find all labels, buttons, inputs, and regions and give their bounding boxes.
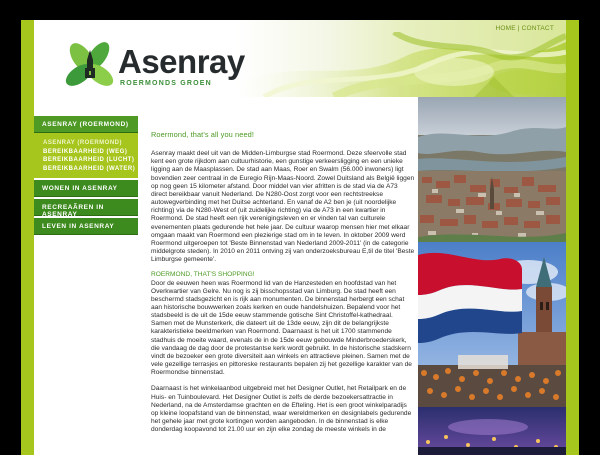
nav-subitem-asenray[interactable]: ASENRAY (ROERMOND): [43, 140, 123, 146]
main-content: [151, 131, 415, 434]
nav-subitem-bereikbaarheid-lucht[interactable]: BEREIKBAARHEID (LUCHT): [43, 157, 135, 163]
dutch-flag-cathedral-photo: [418, 242, 566, 407]
top-links: [495, 25, 554, 32]
section-heading: ROERMOND, THAT'S SHOPPING!: [151, 271, 255, 279]
brand-name: Asenray: [118, 43, 245, 80]
nav-item-leven[interactable]: LEVEN IN ASENRAY: [34, 218, 138, 235]
nav-subitem-bereikbaarheid-weg[interactable]: BEREIKBAARHEID (WEG): [43, 148, 128, 155]
night-city-photo: [418, 407, 566, 455]
history-paragraph: Door de eeuwen heen was Roermond lid van de Hanzesteden en hoofdstad van het Overkwartier van Gelre. Nu nog is zij bisschopsstad van Limburg. De stad heeft een beschermd stadsgezicht en is rijk aan monumenten. De binnenstad herbergt een schat aan historische bouwwerken zoals kerken en oude handelshuizen. Bepalend voor het stadsbeeld is de uit de 15de eeuw stammende gotische Sint Christoffel-kathedraal. Samen met de Munsterkerk, die dateert uit de 13de eeuw, zijn dit de belangrijkste karakteristieke beeldmerken van Roermond. Daarnaast is het uit 1700 stammende stadhuis de moeite waard, evenals de in de 15de eeuw gebouwde Minderbroederskerk, die vandaag de dag door de protestantse kerk wordt gebruikt. In de historische stadskern vindt de bezoeker een grote diversiteit aan winkels en attractieve pleinen. Samen met de vele gezellige terrasjes en pittoreske restaurants bepalen zij het gezellige karakter van de Roermondse binnenstad.: [151, 279, 412, 377]
left-navigation: [34, 116, 138, 235]
page: [34, 20, 566, 455]
nav-subitem-bereikbaarheid-water[interactable]: BEREIKBAARHEID (WATER): [43, 165, 136, 172]
nav-item-recreeren[interactable]: RECREAÃREN IN ASENRAY: [34, 199, 138, 216]
nav-item-wonen[interactable]: WONEN IN ASENRAY: [34, 180, 138, 197]
photo-collage: [418, 97, 566, 455]
home-link[interactable]: HOME: [495, 25, 516, 32]
page-title: Roermond, that's all you need!: [151, 130, 255, 139]
asenray-logo-icon[interactable]: [64, 38, 116, 93]
top-links-separator: |: [515, 25, 522, 32]
photo-column: [418, 97, 566, 455]
header: [34, 20, 566, 97]
brand-subtitle: ROERMONDS GROEN: [120, 80, 212, 87]
header-artwork: [224, 32, 566, 97]
nav-submenu: [34, 133, 138, 178]
shopping-paragraph: Daarnaast is het winkelaanbod uitgebreid met het Designer Outlet, het Retailpark en de Huis- en Tuinboulevard. Het Designer Outlet is zelfs de derde bezoekersattractie in Nederland, na de Amsterdamse grachten en de Efteling. Het is een groot winkelparadijs op kleine loopafstand van de binnenstad, waar wereldmerken en designlabels gedurende het gehele jaar met grote kortingen worden aangeboden. In de binnenstad is elke donderdag koopavond tot 21.00 uur en zijn elke zondag de meeste winkels in de: [151, 385, 412, 434]
intro-paragraph: Asenray maakt deel uit van de Midden-Limburgse stad Roermond. Deze sfeervolle stad kent een grote rijkdom aan cultuurhistorie, een gunstige verkeersligging en een unieke ligging aan de Maasplassen. De stad aan Maas, Roer en Swalm (56.000 inwoners) ligt bovendien zeer centraal in de Euregio Rijn-Maas-Noord. Zowel Duitsland als België liggen op nog geen 15 kilometer afstand. Door middel van vier afritten is de stad via de A73 direct bereikbaar vanuit Nederland. De N280-Oost zorgt voor een rechtstreekse autowegverbinding met het Duitse achterland. En vanaf de A2 ben je (uit noordelijke richting) via de N280-West of (uit zuidelijke richting) via de A73 in een kwartier in Roermond. De stad heeft een rijk verenigingsleven en er vinden tal van culturele evenementen plaats gedurende het hele jaar. De cultuur waarop mensen hier met elkaar omgaan maakt van Roermond een plezierige stad om in te leven. In oktober 2009 werd Roermond uitgeroepen tot 'Beste Binnenstad van Nederland 2009-2011' (in de categorie middelgrote steden). In 2010 en 2011 ontving zij van onderzoeksbureau E,til de titel 'Beste Limburgse gemeente'.: [151, 150, 415, 264]
aerial-city-photo: [418, 97, 566, 242]
nav-item-asenray-roermond[interactable]: ASENRAY (ROERMOND): [34, 116, 138, 133]
contact-link[interactable]: CONTACT: [521, 25, 554, 32]
